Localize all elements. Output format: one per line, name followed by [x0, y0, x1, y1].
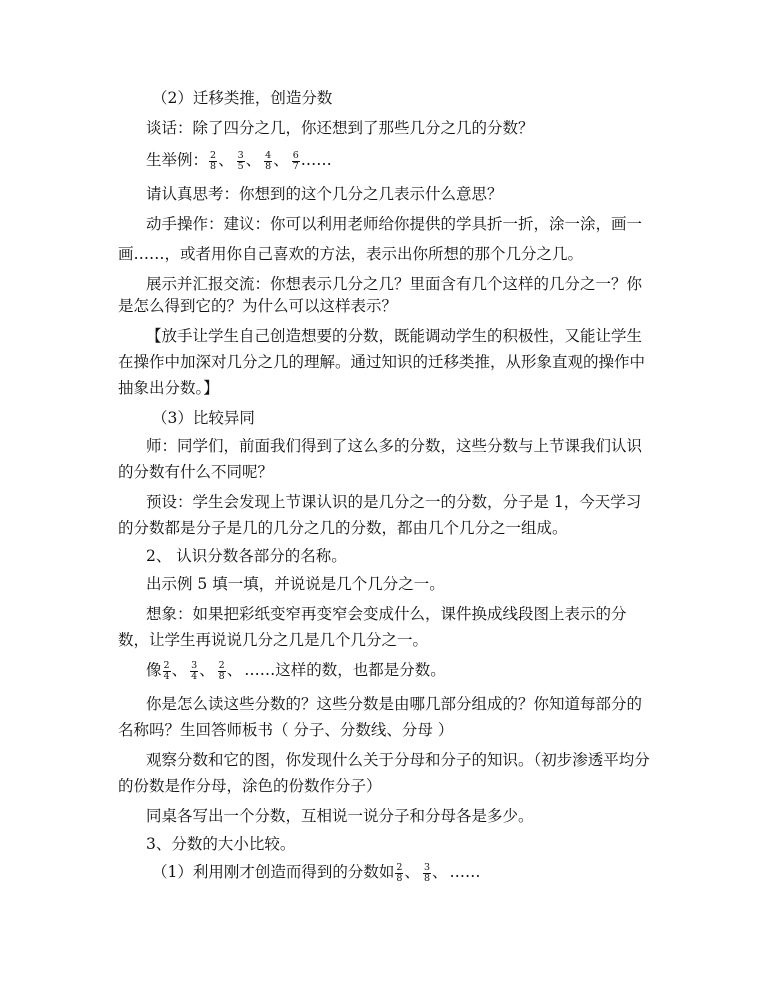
fraction-denominator: 5 — [237, 160, 244, 172]
section-heading-compare: （3）比较异同 — [152, 409, 255, 427]
paragraph-line: 想象：如果把彩纸变窄再变窄会变成什么，课件换成线段图上表示的分 — [146, 605, 627, 623]
fraction — [264, 151, 272, 172]
fraction-separator: 、 — [273, 151, 289, 169]
paragraph-line-fractions — [152, 862, 481, 884]
fraction-numerator: 6 — [292, 149, 299, 161]
line-suffix: …… — [449, 863, 481, 881]
fraction-group — [208, 149, 301, 172]
fraction-numerator: 3 — [191, 659, 198, 671]
fraction-denominator: 8 — [396, 872, 403, 884]
fraction-separator: 、 — [245, 151, 262, 169]
fraction — [292, 151, 300, 172]
commentary-line: 在操作中加深对几分之几的理解。通过知识的迁移类推，从形象直观的操作中 — [118, 353, 646, 371]
fraction-numerator: 2 — [163, 659, 170, 671]
paragraph-line: 的分数有什么不同呢？ — [118, 463, 274, 481]
fraction — [163, 661, 171, 682]
fraction — [218, 661, 226, 682]
fraction-separator: 、 — [218, 151, 234, 169]
commentary-line: 抽象出分数。】 — [118, 379, 219, 397]
fraction-separator: 、 — [404, 863, 420, 881]
line-prefix: （1）利用刚才创造而得到的分数如 — [152, 863, 395, 881]
fraction-separator: 、 — [431, 863, 448, 881]
paragraph-line: 的份数是作分母，涂色的份数作分子） — [118, 777, 382, 795]
paragraph-line: 动手操作：建议：你可以利用老师给你提供的学具折一折，涂一涂，画一 — [146, 215, 643, 233]
line-prefix: 生举例： — [146, 151, 209, 169]
paragraph-line: 出示例 5 填一填，并说说是几个几分之一。 — [146, 575, 445, 593]
paragraph-line: 是怎么得到它的？为什么可以这样表示？ — [118, 297, 398, 315]
fraction-numerator: 3 — [423, 861, 430, 873]
paragraph-line: 同桌各写出一个分数，互相说一说分子和分母各是多少。 — [146, 807, 534, 825]
fraction-separator: 、 — [171, 661, 188, 679]
fraction-denominator: 8 — [218, 670, 225, 682]
fraction-denominator: 8 — [210, 160, 217, 172]
fraction-numerator: 2 — [218, 659, 225, 671]
fraction-denominator: 4 — [163, 670, 170, 682]
fraction-group — [162, 659, 245, 682]
paragraph-line: 名称吗？生回答师板书（ 分子、分数线、分母 ） — [118, 721, 454, 739]
fraction-denominator: 4 — [191, 670, 198, 682]
fraction-separator: 、 — [226, 661, 243, 679]
fraction-numerator: 4 — [265, 149, 272, 161]
paragraph-line: 谈话：除了四分之几，你还想到了那些几分之几的分数？ — [146, 119, 534, 137]
fraction-numerator: 2 — [396, 861, 403, 873]
fraction — [190, 661, 198, 682]
paragraph-line-fractions — [146, 660, 446, 682]
fraction — [209, 151, 217, 172]
line-suffix: …… — [300, 151, 332, 169]
fraction — [423, 863, 431, 884]
fraction — [237, 151, 245, 172]
fraction-separator: 、 — [199, 661, 215, 679]
paragraph-line: 观察分数和它的图，你发现什么关于分母和分子的知识。（初步渗透平均分 — [146, 751, 650, 769]
fraction-denominator: 8 — [265, 160, 272, 172]
fraction-denominator: 8 — [423, 872, 430, 884]
paragraph-line-examples — [146, 150, 332, 172]
paragraph-line: 展示并汇报交流：你想表示几分之几？里面含有几个这样的几分之一？你 — [146, 275, 643, 293]
section-heading-parts: 2、 认识分数各部分的名称。 — [146, 547, 347, 565]
paragraph-line: 请认真思考：你想到的这个几分之几表示什么意思？ — [146, 185, 503, 203]
fraction-group — [394, 861, 449, 884]
section-heading-transfer: （2）迁移类推，创造分数 — [152, 89, 333, 107]
paragraph-line: 你是怎么读这些分数的？这些分数是由哪几部分组成的？你知道每部分的 — [146, 695, 643, 713]
fraction-denominator: 7 — [292, 160, 299, 172]
paragraph-line: 数，让学生再说说几分之几是几个几分之一。 — [118, 631, 429, 649]
fraction — [395, 863, 403, 884]
line-suffix: ……这样的数，也都是分数。 — [244, 661, 446, 679]
commentary-line: 【放手让学生自己创造想要的分数，既能调动学生的积极性，又能让学生 — [146, 327, 643, 345]
line-prefix: 像 — [146, 661, 162, 679]
paragraph-line: 预设：学生会发现上节课认识的是几分之一的分数，分子是 1，今天学习 — [146, 493, 642, 511]
fraction-numerator: 3 — [237, 149, 244, 161]
section-heading-size-compare: 3、分数的大小比较。 — [146, 835, 296, 853]
fraction-numerator: 2 — [210, 149, 217, 161]
paragraph-line: 画……，或者用你自己喜欢的方法，表示出你所想的那个几分之几。 — [118, 245, 584, 263]
paragraph-line: 师：同学们，前面我们得到了这么多的分数，这些分数与上节课我们认识 — [146, 437, 643, 455]
paragraph-line: 的分数都是分子是几的几分之几的分数，都由几个几分之一组成。 — [118, 519, 568, 537]
